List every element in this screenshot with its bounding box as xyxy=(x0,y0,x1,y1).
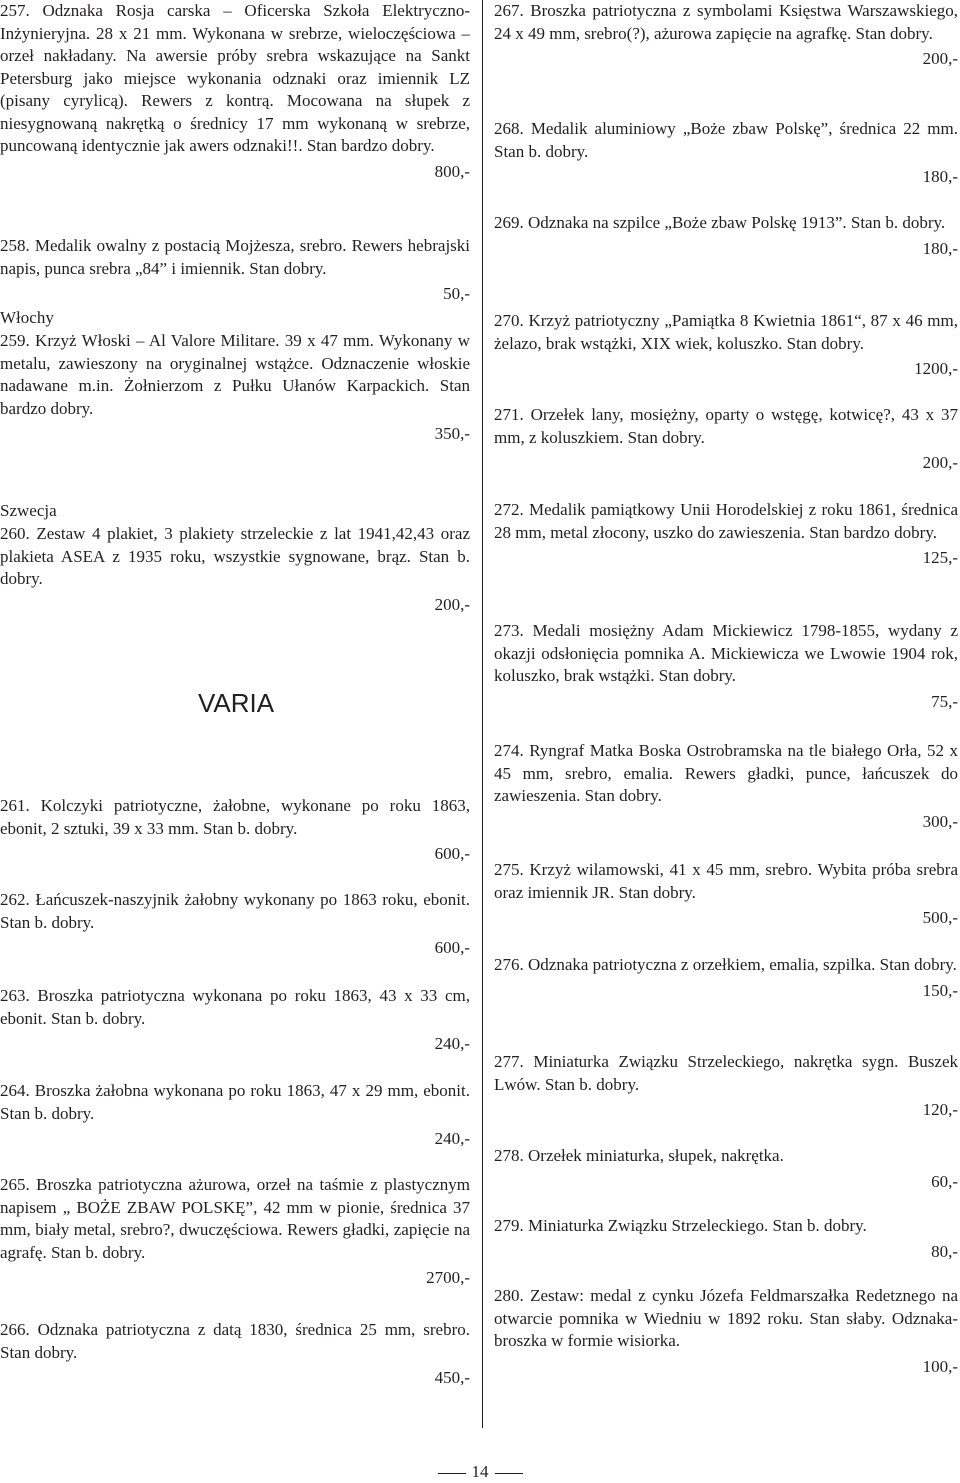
item-price: 50,- xyxy=(443,284,470,303)
catalog-item-267 xyxy=(494,0,958,71)
item-description: 257. Odznaka Rosja carska – Oficerska Szkoła Elektryczno-Inżynieryjna. 28 x 21 mm. Wykonana w srebrze, wieloczęściowa – orzeł nakładany. Na awersie próby srebra wskazujące na Sankt Petersburg jako miejsce wykonania odznaki oraz imiennik LZ (pisany cyrylicą). Rewers z kontrą. Mocowana na słupek z niesygnowaną nakrętką o średnicy 17 mm wykonaną w srebrze, puncowaną identycznie jak awers odznaki!!. Stan bardzo dobry. xyxy=(0,1,470,155)
item-price: 80,- xyxy=(931,1241,958,1261)
item-description: 259. Krzyż Włoski – Al Valore Militare. 39 x 47 mm. Wykonany w metalu, zawieszony na oryginalnej wstążce. Odznaczenie włoskie nadawane m.in. Żołnierzom z Pułku Ułanów Karpackich. Stan bardzo dobry. xyxy=(0,331,470,418)
item-price: 100,- xyxy=(922,1356,958,1376)
item-description: 275. Krzyż wilamowski, 41 x 45 mm, srebro. Wybita próba srebra oraz imiennik JR. Stan dobry. xyxy=(494,860,958,902)
item-price: 120,- xyxy=(922,1100,958,1119)
catalog-item-273 xyxy=(494,620,958,713)
folio-dash-right xyxy=(495,1473,523,1474)
catalog-item-278 xyxy=(494,1145,958,1193)
catalog-item-277 xyxy=(494,1051,958,1122)
item-description: 274. Ryngraf Matka Boska Ostrobramska na tle białego Orła, 52 x 45 mm, srebro, emalia. Rewers gładki, punce, łańcuszek do zawieszenia. Stan dobry. xyxy=(494,741,958,805)
item-description: 265. Broszka patriotyczna ażurowa, orzeł na taśmie z plastycznym napisem „ BOŻE ZBAW POLSKĘ”, 42 mm w pionie, średnica 37 mm, biały metal, srebro?, dwuczęściowa. Rewers gładki, zapięcie na agrafę. Stan b. dobry. xyxy=(0,1175,470,1262)
item-price: 600,- xyxy=(434,844,470,863)
catalog-item-261 xyxy=(0,795,470,866)
catalog-item-271 xyxy=(494,404,958,475)
item-description: 268. Medalik aluminiowy „Boże zbaw Polskę”, średnica 22 mm. Stan b. dobry. xyxy=(494,119,958,161)
item-price: 75,- xyxy=(931,691,958,711)
item-description: 271. Orzełek lany, mosiężny, oparty o wstęgę, kotwicę?, 43 x 37 mm, z koluszkiem. Stan dobry. xyxy=(494,405,958,447)
section-title: VARIA xyxy=(198,688,275,718)
catalog-item-259 xyxy=(0,330,470,446)
item-price: 300,- xyxy=(922,811,958,831)
item-description: 278. Orzełek miniaturka, słupek, nakrętka. xyxy=(494,1146,784,1165)
catalog-item-269 xyxy=(494,212,958,260)
item-price: 500,- xyxy=(922,908,958,927)
item-description: 267. Broszka patriotyczna z symbolami Księstwa Warszawskiego, 24 x 49 mm, srebro(?), ażurowa zapięcie na agrafkę. Stan dobry. xyxy=(494,1,958,43)
page-number xyxy=(0,1462,960,1482)
catalog-item-266 xyxy=(0,1319,470,1390)
item-description: 263. Broszka patriotyczna wykonana po roku 1863, 43 x 33 cm, ebonit. Stan b. dobry. xyxy=(0,986,470,1028)
country-heading-italy: Włochy xyxy=(0,308,54,327)
item-price: 1200,- xyxy=(914,359,958,378)
item-price: 125,- xyxy=(922,548,958,567)
item-description: 269. Odznaka na szpilce „Boże zbaw Polskę 1913”. Stan b. dobry. xyxy=(494,213,946,232)
item-description: 276. Odznaka patriotyczna z orzełkiem, emalia, szpilka. Stan dobry. xyxy=(494,955,957,974)
item-description: 273. Medali mosiężny Adam Mickiewicz 1798-1855, wydany z okazji odsłonięcia pomnika A. Mickiewicza we Lwowie 1904 rok, koluszko, brak wstążki. Stan dobry. xyxy=(494,621,958,685)
catalog-item-263 xyxy=(0,985,470,1056)
catalog-item-276 xyxy=(494,954,958,1002)
item-price: 240,- xyxy=(434,1034,470,1053)
item-price: 180,- xyxy=(922,167,958,186)
item-description: 261. Kolczyki patriotyczne, żałobne, wykonane po roku 1863, ebonit, 2 sztuki, 39 x 33 mm. Stan b. dobry. xyxy=(0,796,470,838)
catalog-item-272 xyxy=(494,499,958,570)
catalog-item-268 xyxy=(494,118,958,189)
item-description: 272. Medalik pamiątkowy Unii Horodelskiej z roku 1861, średnica 28 mm, metal złocony, uszko do zawieszenia. Stan bardzo dobry. xyxy=(494,500,958,542)
item-description: 270. Krzyż patriotyczny „Pamiątka 8 Kwietnia 1861“, 87 x 46 mm, żelazo, brak wstążki, XIX wiek, koluszko. Stan dobry. xyxy=(494,311,958,353)
catalog-item-264 xyxy=(0,1080,470,1151)
item-price: 150,- xyxy=(922,980,958,1000)
item-price: 200,- xyxy=(922,49,958,68)
catalog-item-280 xyxy=(494,1285,958,1378)
page-number-value: 14 xyxy=(471,1462,489,1481)
item-price: 200,- xyxy=(922,453,958,472)
catalog-item-257 xyxy=(0,0,470,183)
item-description: 277. Miniaturka Związku Strzeleckiego, nakrętka sygn. Buszek Lwów. Stan b. dobry. xyxy=(494,1052,958,1094)
folio-dash-left xyxy=(438,1473,466,1474)
catalog-item-270 xyxy=(494,310,958,381)
item-price: 600,- xyxy=(434,938,470,957)
catalog-item-260 xyxy=(0,523,470,616)
item-description: 266. Odznaka patriotyczna z datą 1830, średnica 25 mm, srebro. Stan dobry. xyxy=(0,1320,470,1362)
catalog-item-258 xyxy=(0,235,470,306)
catalog-item-265 xyxy=(0,1174,470,1290)
country-heading-sweden: Szwecja xyxy=(0,501,57,520)
column-divider xyxy=(482,0,483,1428)
catalog-item-279 xyxy=(494,1215,958,1263)
item-price: 2700,- xyxy=(426,1268,470,1287)
catalog-item-274 xyxy=(494,740,958,833)
item-description: 262. Łańcuszek-naszyjnik żałobny wykonany po 1863 roku, ebonit. Stan b. dobry. xyxy=(0,890,470,932)
item-price: 800,- xyxy=(434,161,470,181)
item-description: 260. Zestaw 4 plakiet, 3 plakiety strzeleckie z lat 1941,42,43 oraz plakieta ASEA z 1935 roku, wszystkie sygnowane, brąz. Stan b. dobry. xyxy=(0,524,470,588)
item-price: 240,- xyxy=(434,1129,470,1148)
item-price: 200,- xyxy=(434,594,470,614)
item-description: 258. Medalik owalny z postacią Mojżesza, srebro. Rewers hebrajski napis, punca srebra „84” i imiennik. Stan dobry. xyxy=(0,236,470,278)
catalog-item-262 xyxy=(0,889,470,960)
item-price: 60,- xyxy=(931,1171,958,1191)
catalog-item-275 xyxy=(494,859,958,930)
item-price: 350,- xyxy=(434,424,470,443)
item-description: 264. Broszka żałobna wykonana po roku 1863, 47 x 29 mm, ebonit. Stan b. dobry. xyxy=(0,1081,470,1123)
item-price: 450,- xyxy=(434,1368,470,1387)
item-description: 279. Miniaturka Związku Strzeleckiego. Stan b. dobry. xyxy=(494,1216,867,1235)
item-price: 180,- xyxy=(922,238,958,258)
item-description: 280. Zestaw: medal z cynku Józefa Feldmarszałka Redetznego na otwarcie pomnika w Wiedniu w 1892 roku. Stan słaby. Odznaka-broszka w formie wisiorka. xyxy=(494,1286,958,1350)
